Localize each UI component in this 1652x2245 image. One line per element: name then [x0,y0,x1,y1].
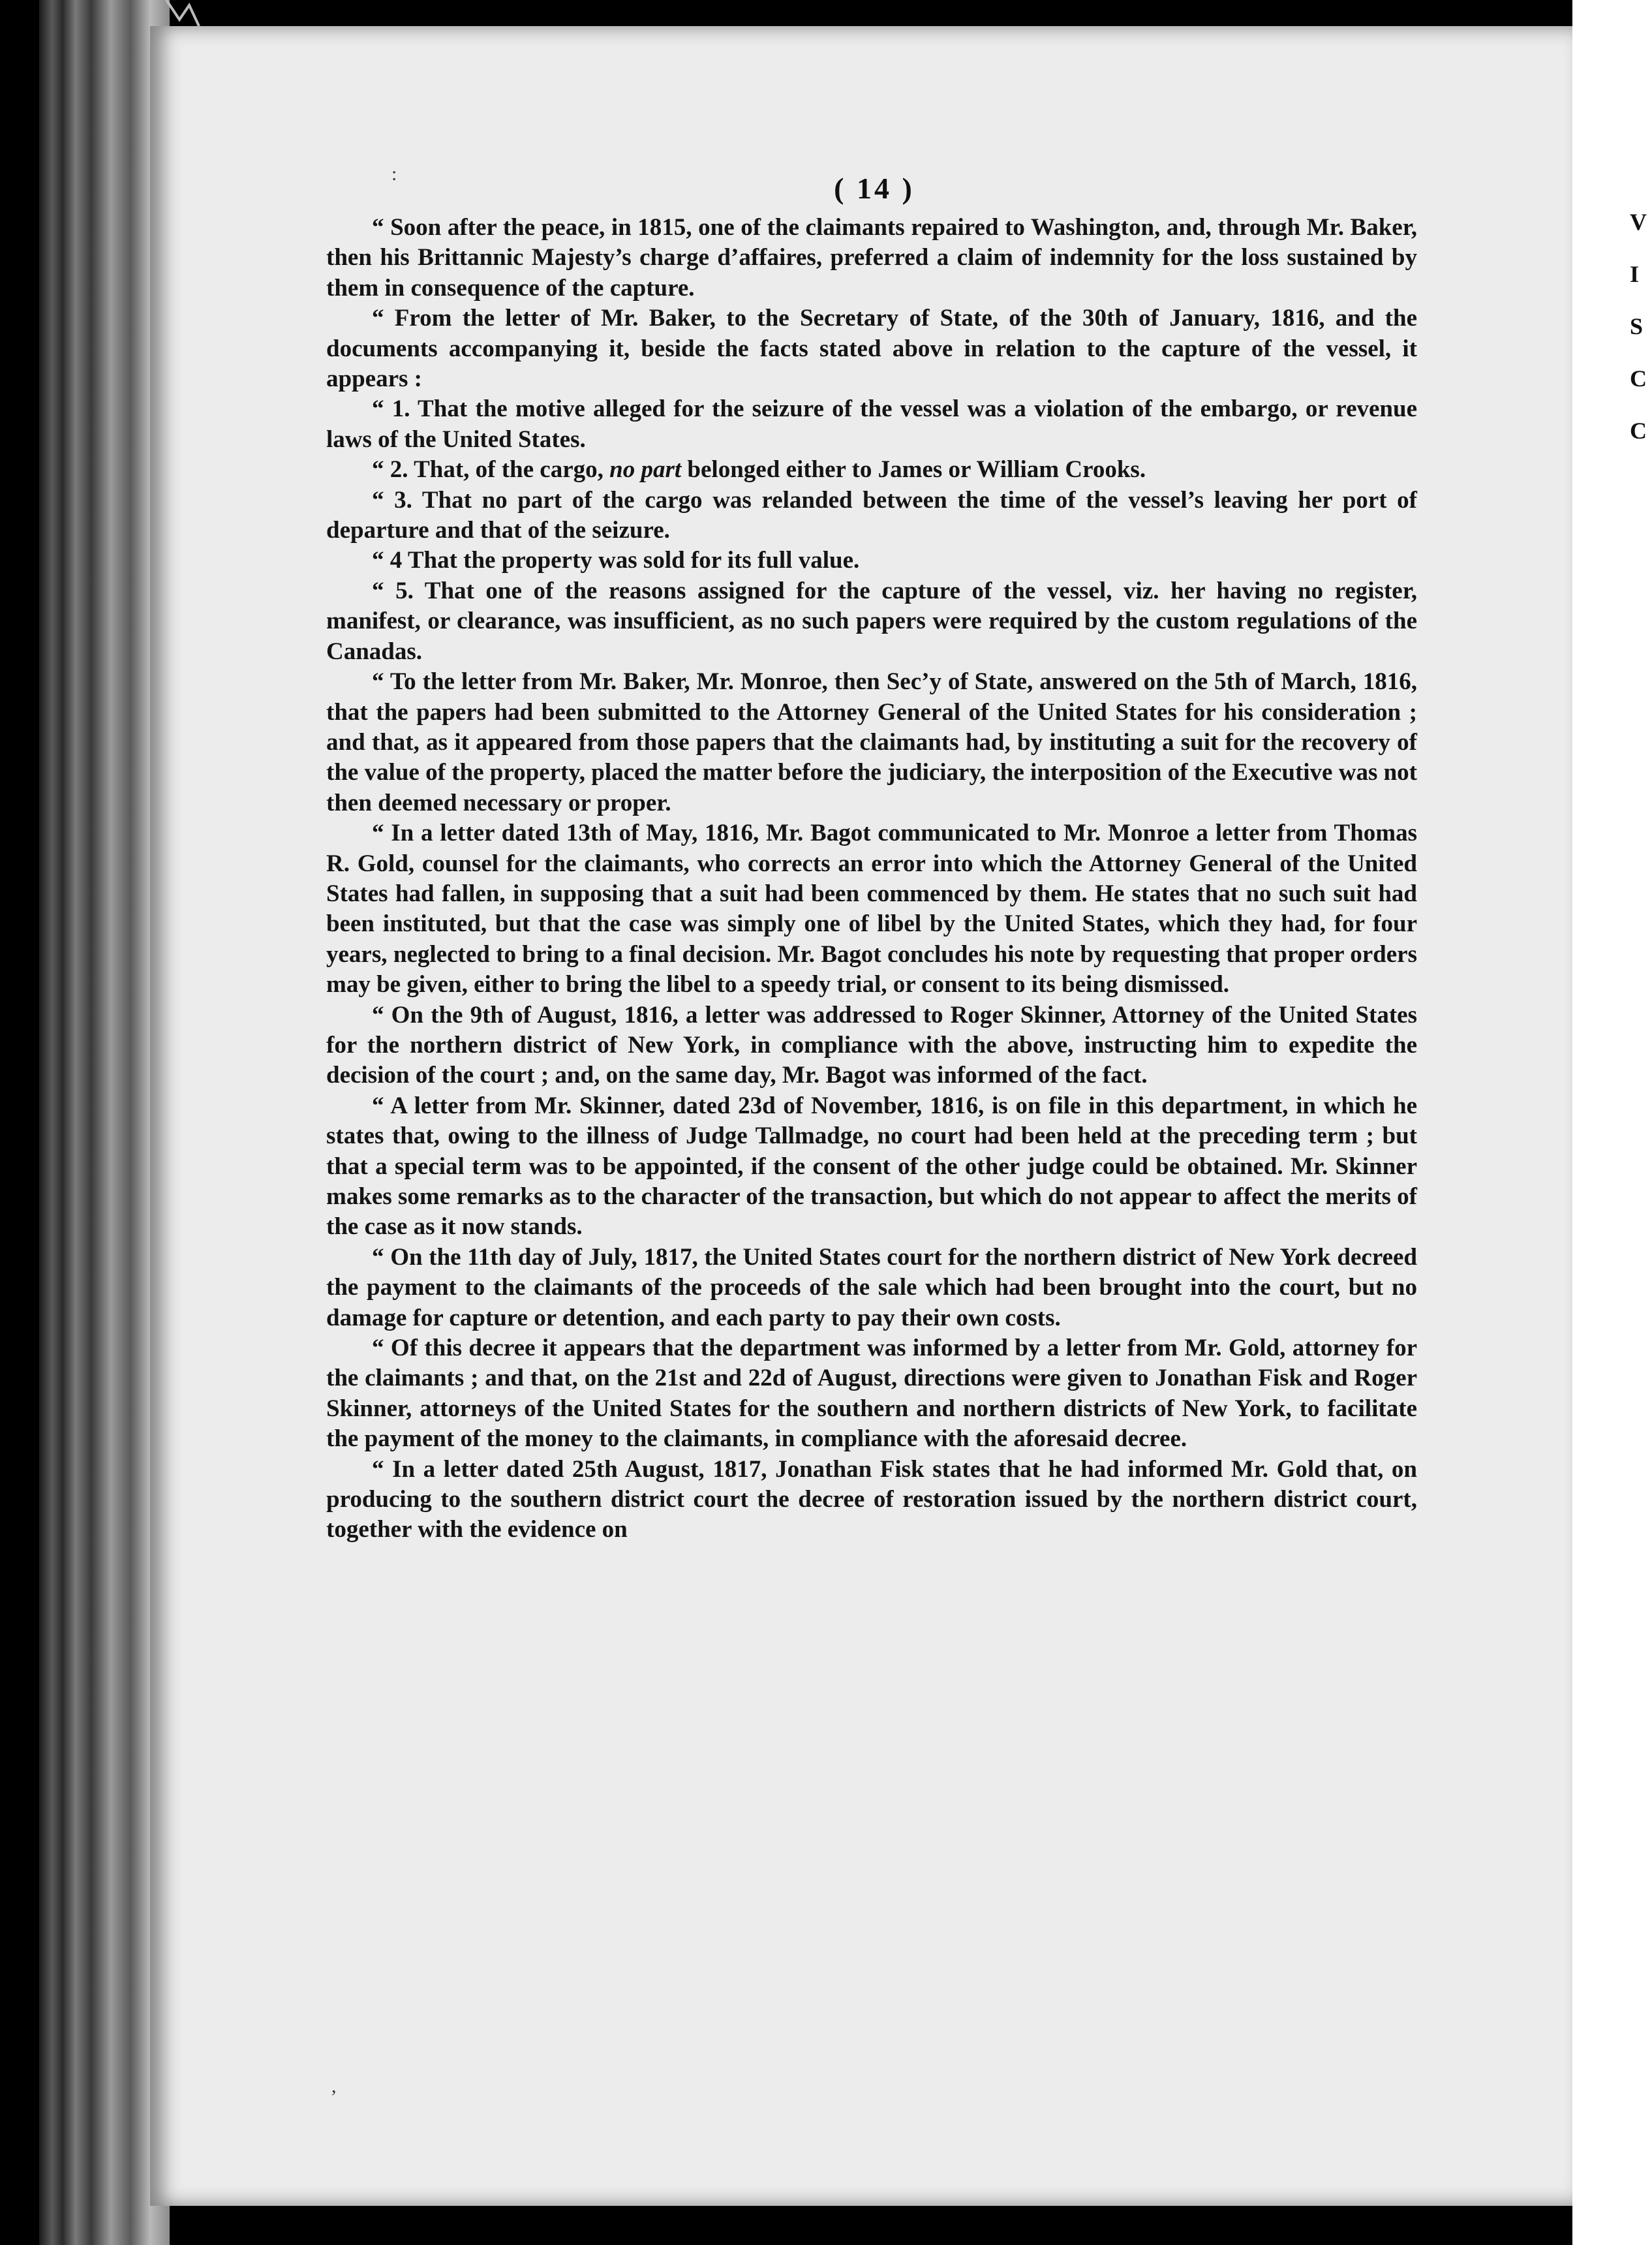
body-text [326,213,1417,1545]
speck: , [331,2075,337,2097]
paragraph: “ To the letter from Mr. Baker, Mr. Monroe, then Sec’y of State, answered on the 5th of March, 1816, that the papers had been submitted to the Attorney General of the United States for his consideration ; and that, as it appeared from those papers that the claimants had, by instituting a suit for the recovery of the value of the property, placed the matter before the judiciary, the interposition of the Executive was not then deemed necessary or proper. [326,668,1417,816]
paragraph: “ 4 That the property was sold for its full value. [372,547,860,574]
paragraph: “ 2. That, of the cargo, no part belonged either to James or William Crooks. [372,456,1146,484]
paragraph: “ In a letter dated 13th of May, 1816, Mr. Bagot communicated to Mr. Monroe a letter from Thomas R. Gold, counsel for the claimants, who corrects an error into which the Attorney General of the United States had fallen, in supposing that a suit had been commenced by them. He states that no such suit had been instituted, but that the case was simply one of libel by the United States, which they had, for four years, neglected to bring to a final decision. Mr. Bagot concludes his note by requesting that proper orders may be given, either to bring the libel to a speedy trial, or consent to its being dismissed. [326,820,1417,999]
paragraph: “ 5. That one of the reasons assigned for the capture of the vessel, viz. her having no register, manifest, or clearance, was insufficient, as no such papers were required by the custom regulations of the Canadas. [326,577,1417,665]
paragraph: “ 3. That no part of the cargo was relanded between the time of the vessel’s leaving her port of departure and that of the seizure. [326,486,1417,544]
scan-left-edge [0,0,39,2245]
speck: : [391,163,397,185]
paragraph: “ 1. That the motive alleged for the seizure of the vessel was a violation of the embargo, or revenue laws of the United States. [326,395,1417,453]
adjacent-page-fragment: V I S C C [1630,209,1647,444]
paragraph: “ From the letter of Mr. Baker, to the Secretary of State, of the 30th of January, 1816, and the documents accompanying it, beside the facts stated above in relation to the capture of the vessel, it appears : [326,305,1417,393]
paragraph: “ On the 9th of August, 1816, a letter was addressed to Roger Skinner, Attorney of the United States for the northern district of New York, in compliance with the above, instructing him to expedite the decision of the court ; and, on the same day, Mr. Bagot was informed of the fact. [326,1001,1417,1089]
paragraph: “ On the 11th day of July, 1817, the United States court for the northern district of New York decreed the payment to the claimants of the proceeds of the sale which had been brought into the court, but no damage for capture or detention, and each party to pay their own costs. [326,1243,1417,1331]
paragraph: “ Soon after the peace, in 1815, one of the claimants repaired to Washington, and, through Mr. Baker, then his Brittannic Majesty’s charge d’affaires, preferred a claim of indemnity for the loss sustained by them in consequence of the capture. [326,214,1417,302]
page-number: ( 14 ) [834,172,915,205]
paragraph: “ A letter from Mr. Skinner, dated 23d of November, 1816, is on file in this department, in which he states that, owing to the illness of Judge Tallmadge, no court had been held at the preceding term ; but that a special term was to be appointed, if the consent of the other judge could be obtained. Mr. Skinner makes some remarks as to the character of the transaction, but which do not appear to affect the merits of the case as it now stands. [326,1092,1417,1241]
paragraph: “ In a letter dated 25th August, 1817, Jonathan Fisk states that he had informed Mr. Gold that, on producing to the southern district court the decree of restoration issued by the northern district court, together with the evidence on [326,1455,1417,1543]
paragraph: “ Of this decree it appears that the department was informed by a letter from Mr. Gold, attorney for the claimants ; and that, on the 21st and 22d of August, directions were given to Jonathan Fisk and Roger Skinner, attorneys of the United States for the southern and northern districts of New York, to facilitate the payment of the money to the claimants, in compliance with the aforesaid decree. [326,1335,1417,1453]
